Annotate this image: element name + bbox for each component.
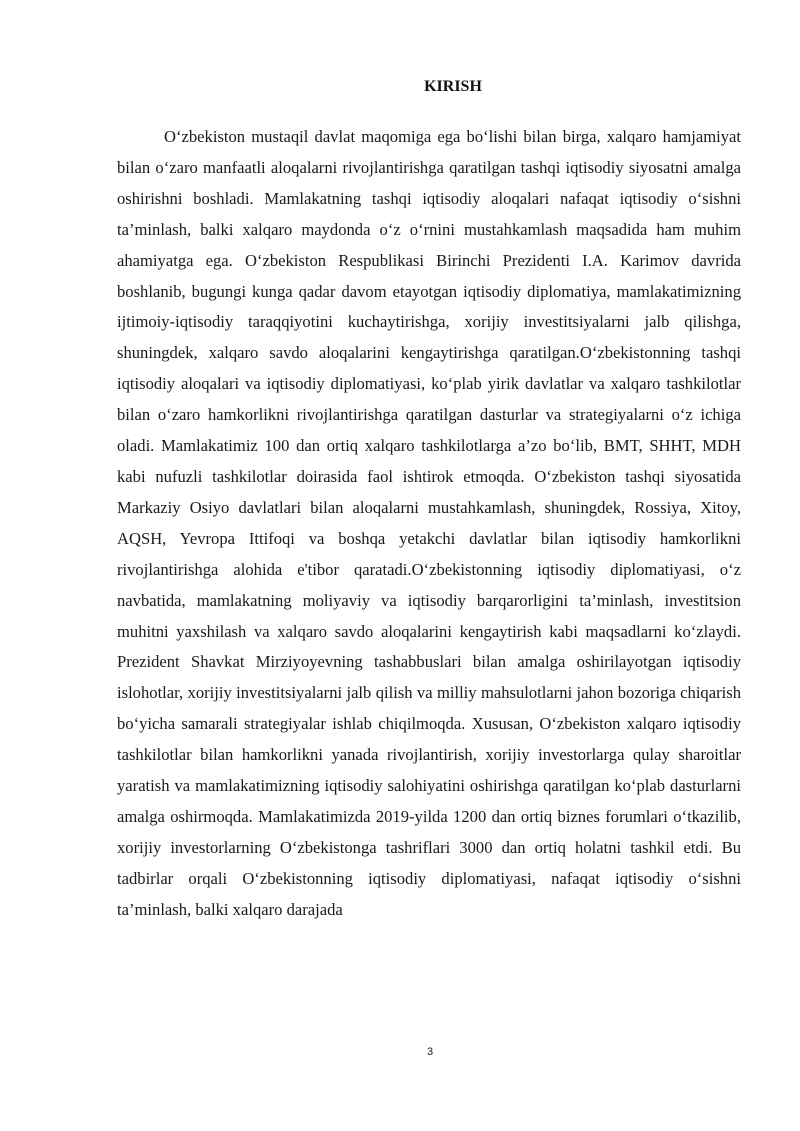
body-paragraph: O‘zbekiston mustaqil davlat maqomiga ega bo‘lishi bilan birga, xalqaro hamjamiyat bilan o‘zaro manfaatli aloqalarni rivojlantirishga qaratilgan tashqi iqtisodiy siyosatni amalga oshirishni boshladi. Mamlakatning tashqi iqtisodiy aloqalari nafaqat iqtisodiy o‘sishni ta’minlash, balki xalqaro maydonda o‘z o‘rnini mustahkamlash maqsadida ham muhim ahamiyatga ega. O‘zbekiston Respublikasi Birinchi Prezidenti I.A. Karimov davrida boshlanib, bugungi kunga qadar davom etayotgan iqtisodiy diplomatiya, mamlakatimizning ijtimoiy-iqtisodiy taraqqiyotini kuchaytirishga, xorijiy investitsiyalarni jalb qilishga, shuningdek, xalqaro savdo aloqalarini kengaytirishga qaratilgan.O‘zbekistonning tashqi iqtisodiy aloqalari va iqtisodiy diplomatiyasi, ko‘plab yirik davlatlar va xalqaro tashkilotlar bilan o‘zaro hamkorlikni rivojlantirishga qaratilgan dasturlar va strategiyalarni o‘z ichiga oladi. Mamlakatimiz 100 dan ortiq xalqaro tashkilotlarga a’zo bo‘lib, BMT, SHHT, MDH kabi nufuzli tashkilotlar doirasida faol ishtirok etmoqda. O‘zbekiston tashqi siyosatida Markaziy Osiyo davlatlari bilan aloqalarni mustahkamlash, shuningdek, Rossiya, Xitoy, AQSH, Yevropa Ittifoqi va boshqa yetakchi davlatlar bilan iqtisodiy hamkorlikni rivojlantirishga alohida e'tibor qaratadi.O‘zbekistonning iqtisodiy diplomatiyasi, o‘z navbatida, mamlakatning moliyaviy va iqtisodiy barqarorligini ta’minlash, investitsion muhitni yaxshilash va xalqaro savdo aloqalarini kengaytirish kabi maqsadlarni ko‘zlaydi. Prezident Shavkat Mirziyoyevning tashabbuslari bilan amalga oshirilayotgan iqtisodiy islohotlar, xorijiy investitsiyalarni jalb qilish va milliy mahsulotlarni jahon bozoriga chiqarish bo‘yicha samarali strategiyalar ishlab chiqilmoqda. Xususan, O‘zbekiston xalqaro iqtisodiy tashkilotlar bilan hamkorlikni yanada rivojlantirish, xorijiy investorlarga qulay sharoitlar yaratish va mamlakatimizning iqtisodiy salohiyatini oshirishga qaratilgan ko‘plab dasturlarni amalga oshirmoqda. Mamlakatimizda 2019-yilda 1200 dan ortiq biznes forumlari o‘tkazilib, xorijiy investorlarning O‘zbekistonga tashriflari 3000 dan ortiq holatni tashkil etdi. Bu tadbirlar orqali O‘zbekistonning iqtisodiy diplomatiyasi, nafaqat iqtisodiy o‘sishni ta’minlash, balki xalqaro darajada <box>117 127 741 919</box>
page-number: 3 <box>426 1046 434 1058</box>
section-heading: KIRISH <box>424 78 482 95</box>
